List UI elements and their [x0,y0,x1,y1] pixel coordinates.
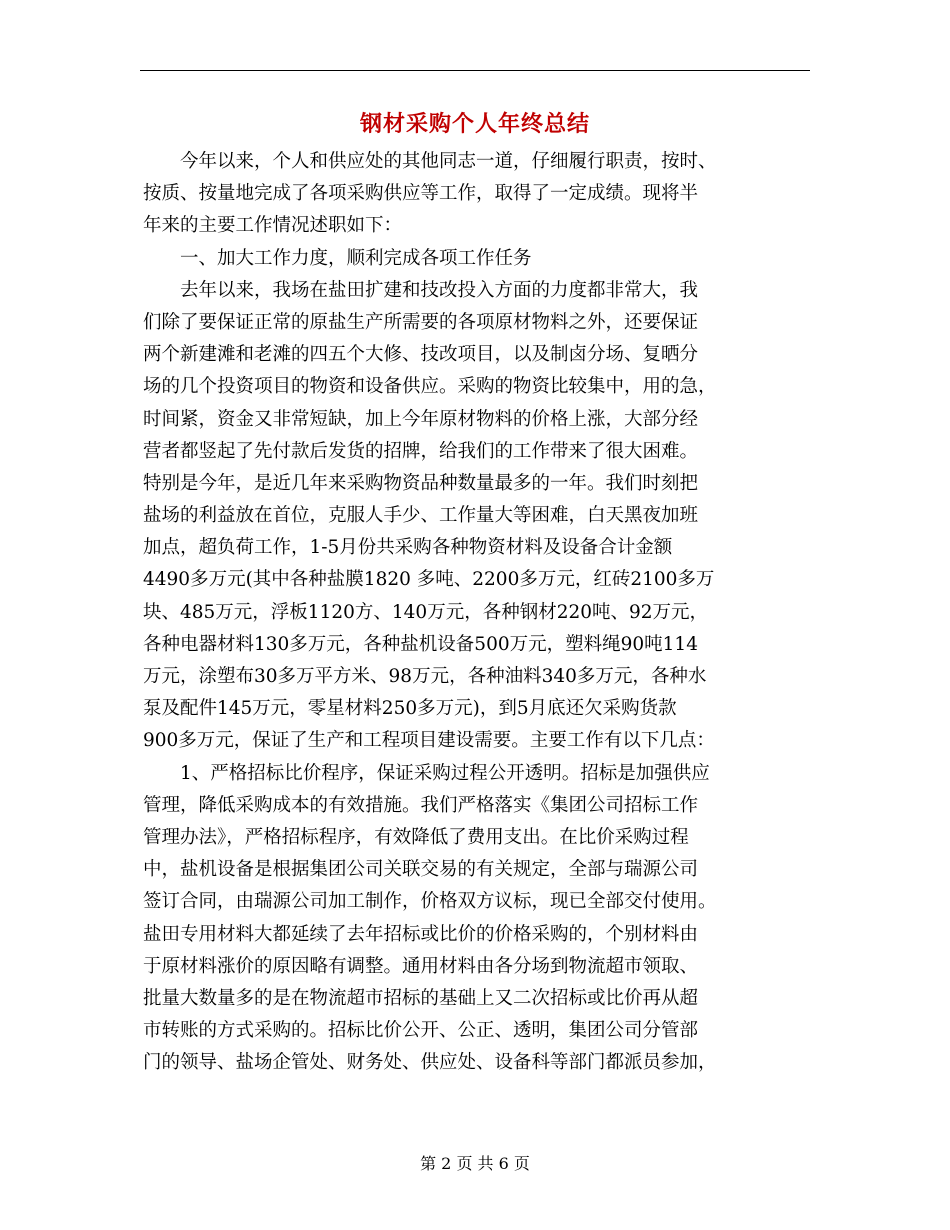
header-rule [140,70,810,71]
body-line: 加点，超负荷工作，1-5月份共采购各种物资材料及设备合计金额 [143,537,673,559]
section-heading: 一、加大工作力度，顺利完成各项工作任务 [143,247,532,269]
document-body [143,146,813,1079]
body-line: 4490多万元(其中各种盐膜1820 多吨、2200多万元，红砖2100多万 [143,569,715,591]
body-line: 年来的主要工作情况述职如下： [143,215,403,237]
body-line: 1、严格招标比价程序，保证采购过程公开透明。招标是加强供应 [143,762,710,784]
body-line: 按质、按量地完成了各项采购供应等工作，取得了一定成绩。现将半 [143,183,699,205]
body-line: 特别是今年，是近几年来采购物资品种数量最多的一年。我们时刻把 [143,472,699,494]
body-line: 门的领导、盐场企管处、财务处、供应处、设备科等部门都派员参加， [143,1052,717,1074]
body-line: 900多万元，保证了生产和工程项目建设需要。主要工作有以下几点： [143,730,715,752]
body-line: 于原材料涨价的原因略有调整。通用材料由各分场到物流超市领取、 [143,955,699,977]
document-title: 钢材采购个人年终总结 [359,111,590,137]
body-line: 时间紧，资金又非常短缺，加上今年原材物料的价格上涨，大部分经 [143,408,699,430]
body-line: 两个新建滩和老滩的四五个大修、技改项目，以及制卤分场、复晒分 [143,344,699,366]
body-line: 今年以来，个人和供应处的其他同志一道，仔细履行职责，按时、 [143,151,717,172]
body-line: 签订合同，由瑞源公司加工制作，价格双方议标，现已全部交付使用。 [143,891,717,913]
body-line: 场的几个投资项目的物资和设备供应。采购的物资比较集中，用的急， [143,376,717,398]
body-line: 中，盐机设备是根据集团公司关联交易的有关规定，全部与瑞源公司 [143,859,699,881]
body-line: 管理办法》，严格招标程序，有效降低了费用支出。在比价采购过程 [143,826,689,848]
body-line: 们除了要保证正常的原盐生产所需要的各项原材物料之外，还要保证 [143,311,699,333]
body-line: 盐场的利益放在首位，克服人手少、工作量大等困难，白天黑夜加班 [143,505,699,527]
body-line: 各种电器材料130多万元，各种盐机设备500万元，塑料绳90吨114 [143,633,698,655]
body-line: 管理，降低采购成本的有效措施。我们严格落实《集团公司招标工作 [143,794,699,816]
body-line: 盐田专用材料大都延续了去年招标或比价的价格采购的，个别材料由 [143,923,699,945]
body-line: 市转账的方式采购的。招标比价公开、公正、透明，集团公司分管部 [143,1020,699,1042]
body-line: 批量大数量多的是在物流超市招标的基础上又二次招标或比价再从超 [143,987,699,1009]
page-number-footer: 第 2 页 共 6 页 [420,1154,530,1173]
body-line: 营者都竖起了先付款后发货的招牌，给我们的工作带来了很大困难。 [143,440,699,462]
body-line: 万元，涂塑布30多万平方米、98万元，各种油料340多万元，各种水 [143,666,707,687]
body-line: 去年以来，我场在盐田扩建和技改投入方面的力度都非常大，我 [143,279,699,301]
body-line: 块、485万元，浮板1120方、140万元，各种钢材220吨、92万元， [143,601,709,623]
body-line: 泵及配件145万元，零星材料250多万元)，到5月底还欠采购货款 [143,698,677,720]
